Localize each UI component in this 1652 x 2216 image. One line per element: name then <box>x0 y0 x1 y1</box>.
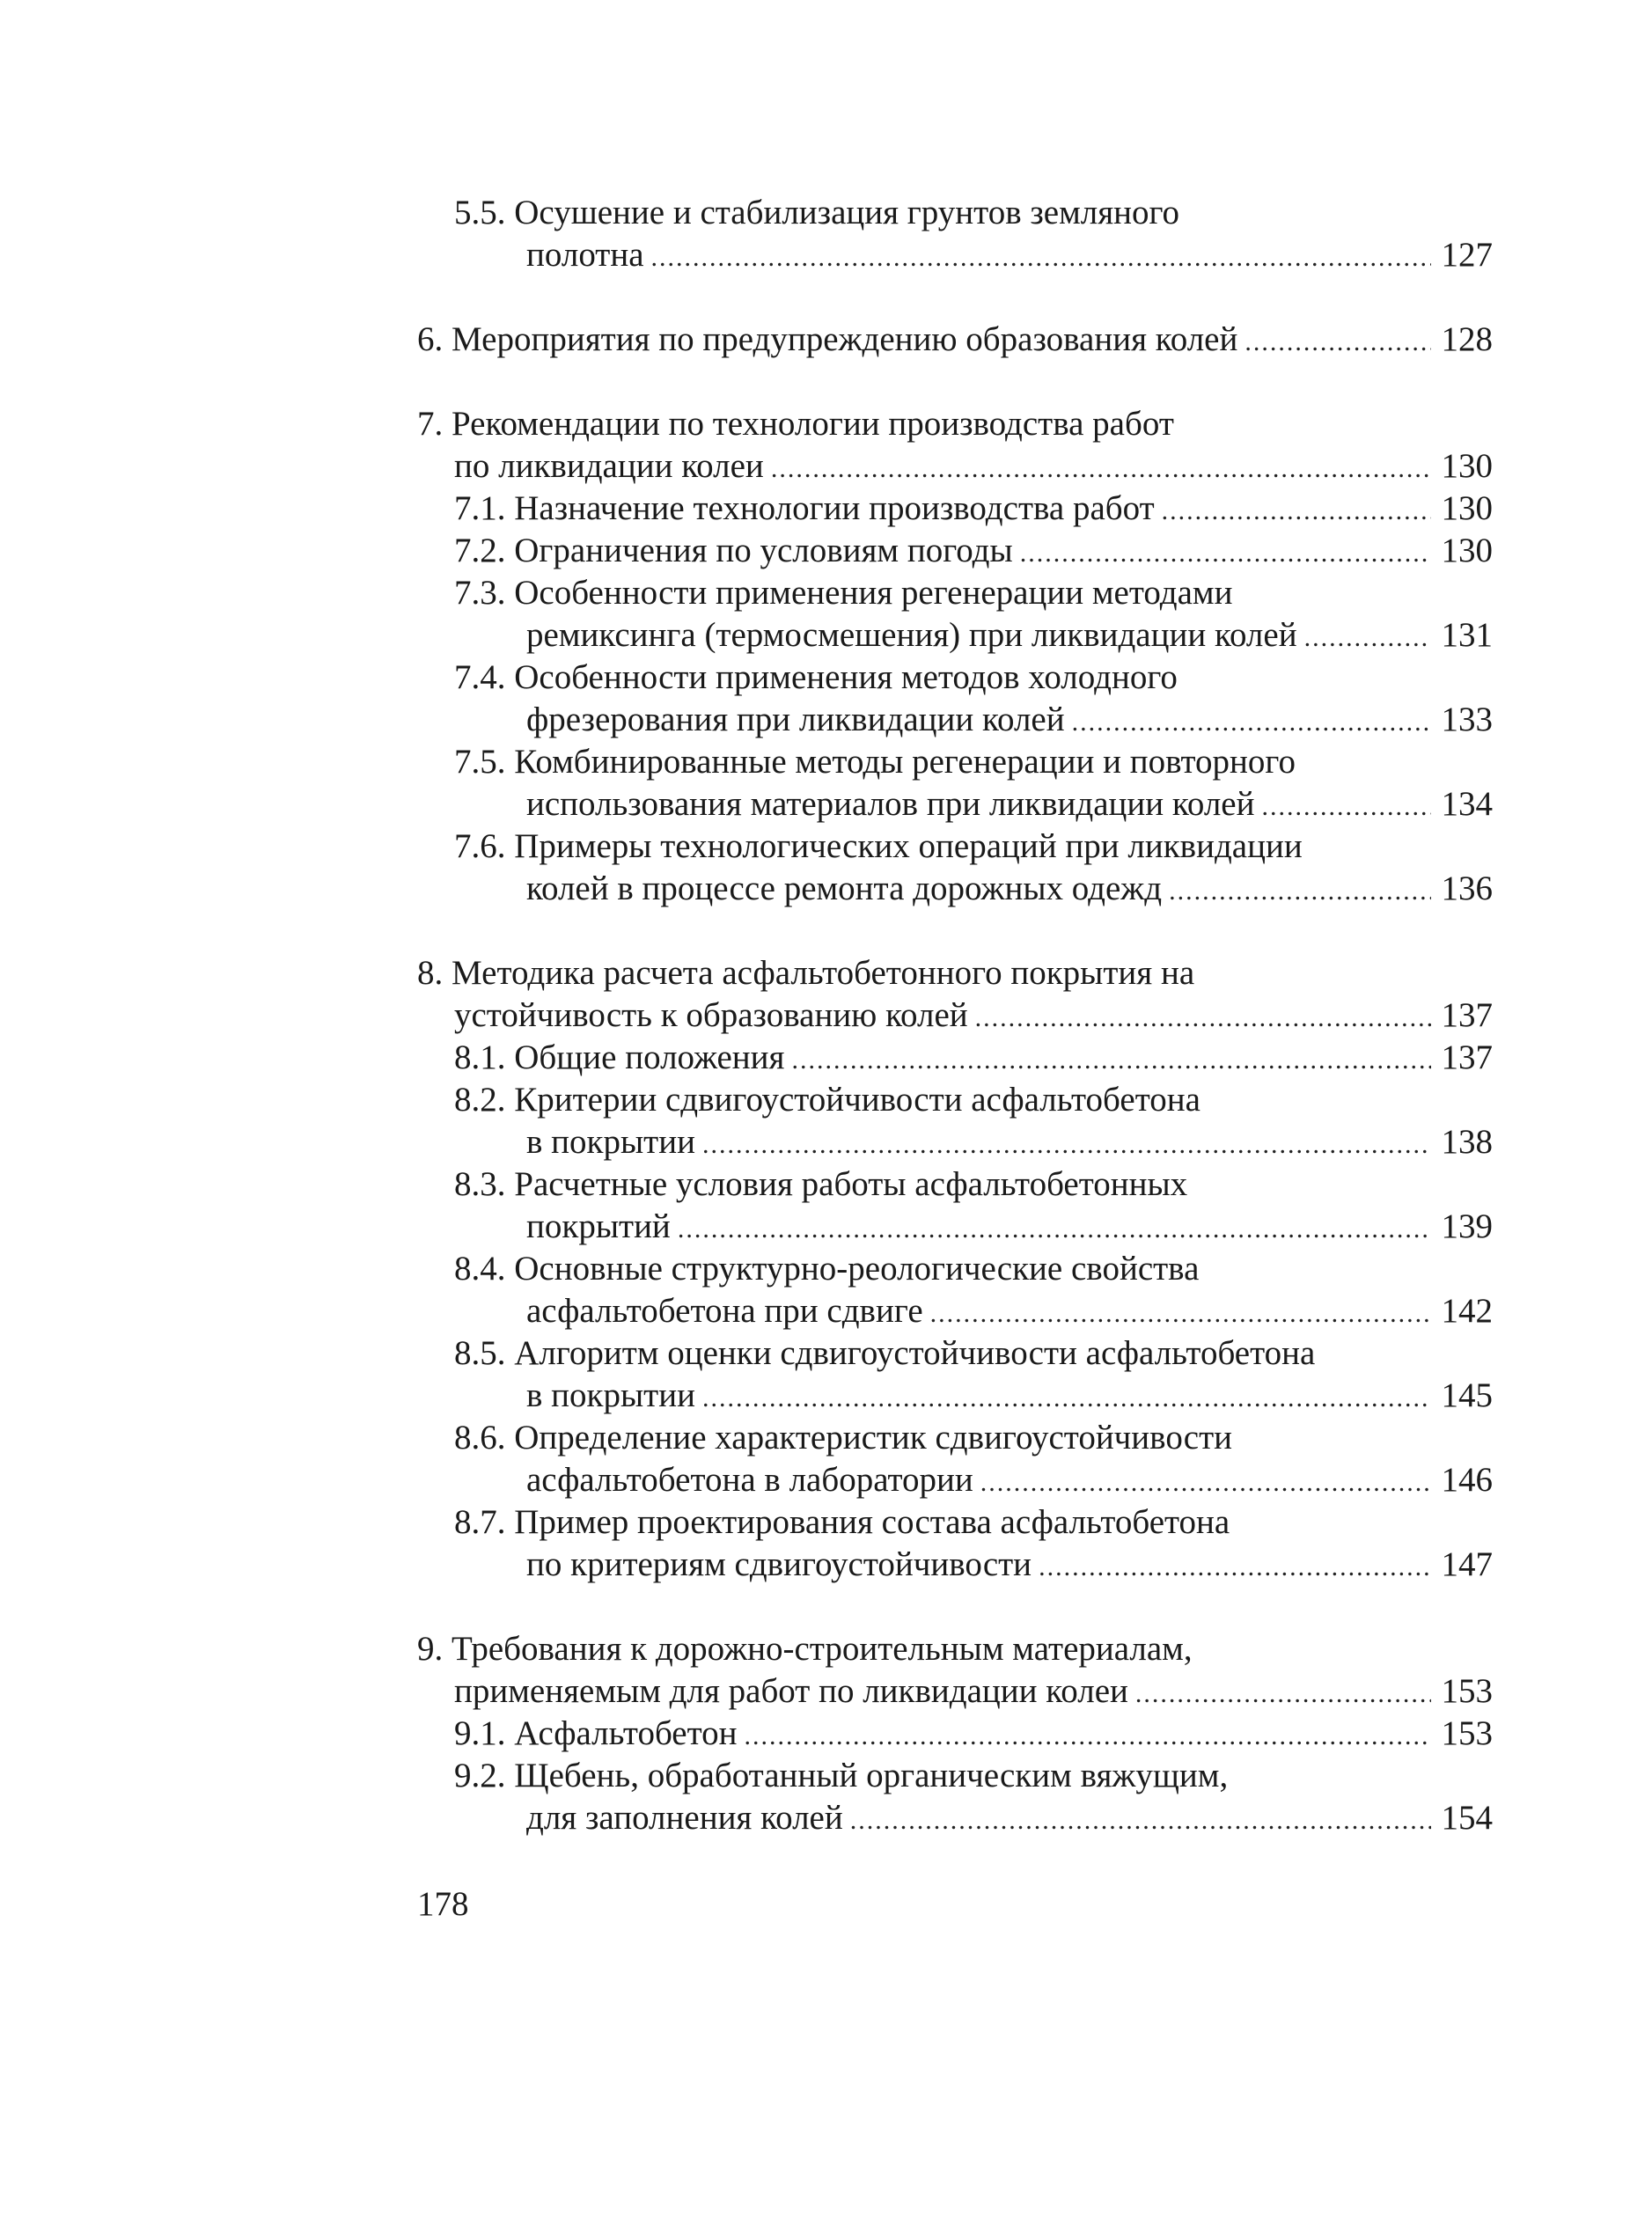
dot-leader <box>1039 1546 1430 1586</box>
dot-leader <box>980 1462 1431 1501</box>
toc-entry-page: 153 <box>1441 1672 1493 1710</box>
toc-line <box>417 319 1493 361</box>
toc-entry-page: 127 <box>1441 236 1493 274</box>
page-number: 178 <box>417 1885 469 1923</box>
toc-line <box>417 783 1493 825</box>
toc-line <box>417 657 1493 699</box>
dot-leader <box>771 448 1431 488</box>
toc-line <box>417 1755 1493 1797</box>
toc-entry-page: 154 <box>1441 1799 1493 1837</box>
dot-leader <box>651 237 1431 276</box>
table-of-contents <box>417 192 1493 1839</box>
toc-entry-title: 9. Требования к дорожно-строительным материалам, <box>417 1630 1193 1668</box>
toc-entry-title: по критериям сдвигоустойчивости <box>526 1545 1032 1583</box>
toc-line <box>417 1332 1493 1375</box>
toc-line <box>417 192 1493 234</box>
toc-entry-title: в покрытии <box>526 1123 695 1161</box>
dot-leader <box>1072 701 1431 741</box>
toc-entry-title: устойчивость к образованию колей <box>454 996 968 1034</box>
dot-leader <box>1135 1673 1431 1713</box>
toc-line <box>417 1248 1493 1290</box>
toc-entry-title: использования материалов при ликвидации колей <box>526 785 1255 823</box>
toc-entry-title: 7.2. Ограничения по условиям погоды <box>454 532 1013 569</box>
toc-entry-title: 8.3. Расчетные условия работы асфальтобетонных <box>454 1165 1188 1203</box>
toc-entry-title: 7.1. Назначение технологии производства работ <box>454 489 1155 527</box>
toc-entry-title: 6. Мероприятия по предупреждению образования колей <box>417 320 1238 358</box>
toc-entry-title: 8.7. Пример проектирования состава асфальтобетона <box>454 1503 1230 1541</box>
toc-line <box>417 530 1493 572</box>
toc-entry-page: 130 <box>1441 489 1493 527</box>
toc-entry-page: 130 <box>1441 532 1493 569</box>
toc-line <box>417 1797 1493 1839</box>
toc-line <box>417 825 1493 868</box>
toc-line <box>417 699 1493 741</box>
toc-entry-title: 8.2. Критерии сдвигоустойчивости асфальтобетона <box>454 1081 1200 1119</box>
toc-entry-title: 7.3. Особенности применения регенерации методами <box>454 574 1233 612</box>
toc-line <box>417 1459 1493 1501</box>
toc-entry-title: ремиксинга (термосмешения) при ликвидации колей <box>526 616 1297 654</box>
toc-entry-page: 137 <box>1441 996 1493 1034</box>
toc-line <box>417 1290 1493 1332</box>
toc-entry-title: в покрытии <box>526 1376 695 1414</box>
toc-line <box>417 868 1493 910</box>
toc-entry-title: применяемым для работ по ликвидации колеи <box>454 1672 1128 1710</box>
dot-leader <box>678 1208 1431 1248</box>
toc-entry-page: 133 <box>1441 701 1493 738</box>
toc-line <box>417 1628 1493 1670</box>
dot-leader <box>975 997 1431 1037</box>
toc-entry-page: 128 <box>1441 320 1493 358</box>
dot-leader <box>792 1039 1431 1079</box>
dot-leader <box>1169 870 1430 910</box>
toc-entry-page: 137 <box>1441 1038 1493 1076</box>
dot-leader <box>930 1293 1431 1332</box>
toc-entry-title: 8.5. Алгоритм оценки сдвигоустойчивости асфальтобетона <box>454 1334 1316 1372</box>
toc-line <box>417 1544 1493 1586</box>
toc-line <box>417 1713 1493 1755</box>
toc-line <box>417 1417 1493 1459</box>
section-gap <box>417 1586 1493 1628</box>
dot-leader <box>702 1377 1431 1417</box>
toc-line <box>417 614 1493 657</box>
toc-line <box>417 1501 1493 1544</box>
toc-line <box>417 445 1493 488</box>
toc-entry-title: 9.2. Щебень, обработанный органическим вяжущим, <box>454 1757 1229 1794</box>
toc-line <box>417 994 1493 1037</box>
toc-entry-title: асфальтобетона в лаборатории <box>526 1461 973 1499</box>
toc-line <box>417 741 1493 783</box>
toc-line <box>417 1079 1493 1121</box>
dot-leader <box>1304 617 1431 657</box>
toc-entry-page: 145 <box>1441 1376 1493 1414</box>
toc-entry-page: 146 <box>1441 1461 1493 1499</box>
toc-entry-title: 8.6. Определение характеристик сдвигоустойчивости <box>454 1419 1233 1457</box>
toc-entry-page: 142 <box>1441 1292 1493 1330</box>
section-gap <box>417 276 1493 319</box>
toc-entry-title: асфальтобетона при сдвиге <box>526 1292 923 1330</box>
toc-line <box>417 1375 1493 1417</box>
toc-entry-page: 153 <box>1441 1714 1493 1752</box>
toc-entry-title: покрытий <box>526 1207 671 1245</box>
toc-entry-title: 5.5. Осушение и стабилизация грунтов земляного <box>454 194 1180 231</box>
toc-entry-title: 9.1. Асфальтобетон <box>454 1714 738 1752</box>
toc-entry-title: 8.1. Общие положения <box>454 1038 785 1076</box>
toc-line <box>417 1163 1493 1206</box>
toc-line <box>417 952 1493 994</box>
toc-entry-page: 131 <box>1441 616 1493 654</box>
toc-line <box>417 1206 1493 1248</box>
toc-entry-title: 8. Методика расчета асфальтобетонного покрытия на <box>417 954 1195 992</box>
dot-leader <box>1162 490 1431 530</box>
toc-entry-title: полотна <box>526 236 644 274</box>
toc-entry-title: колей в процессе ремонта дорожных одежд <box>526 870 1163 907</box>
toc-entry-page: 130 <box>1441 447 1493 485</box>
toc-entry-title: 8.4. Основные структурно-реологические свойства <box>454 1250 1200 1288</box>
dot-leader <box>744 1715 1430 1755</box>
dot-leader <box>850 1800 1431 1839</box>
toc-entry-title: 7.5. Комбинированные методы регенерации и повторного <box>454 743 1296 781</box>
toc-line <box>417 1121 1493 1163</box>
toc-entry-page: 147 <box>1441 1545 1493 1583</box>
dot-leader <box>702 1124 1431 1163</box>
section-gap <box>417 910 1493 952</box>
toc-line <box>417 234 1493 276</box>
dot-leader <box>1245 321 1430 361</box>
toc-entry-page: 138 <box>1441 1123 1493 1161</box>
toc-line <box>417 403 1493 445</box>
toc-entry-title: фрезерования при ликвидации колей <box>526 701 1065 738</box>
section-gap <box>417 361 1493 403</box>
toc-entry-page: 134 <box>1441 785 1493 823</box>
toc-entry-title: 7.6. Примеры технологических операций при ликвидации <box>454 827 1303 865</box>
toc-entry-title: для заполнения колей <box>526 1799 843 1837</box>
toc-entry-title: 7.4. Особенности применения методов холодного <box>454 658 1178 696</box>
toc-line <box>417 488 1493 530</box>
toc-line <box>417 1670 1493 1713</box>
dot-leader <box>1262 786 1431 825</box>
dot-leader <box>1020 532 1431 572</box>
toc-entry-page: 136 <box>1441 870 1493 907</box>
toc-line <box>417 1037 1493 1079</box>
toc-entry-page: 139 <box>1441 1207 1493 1245</box>
toc-entry-title: 7. Рекомендации по технологии производства работ <box>417 405 1174 443</box>
toc-line <box>417 572 1493 614</box>
toc-entry-title: по ликвидации колеи <box>454 447 764 485</box>
